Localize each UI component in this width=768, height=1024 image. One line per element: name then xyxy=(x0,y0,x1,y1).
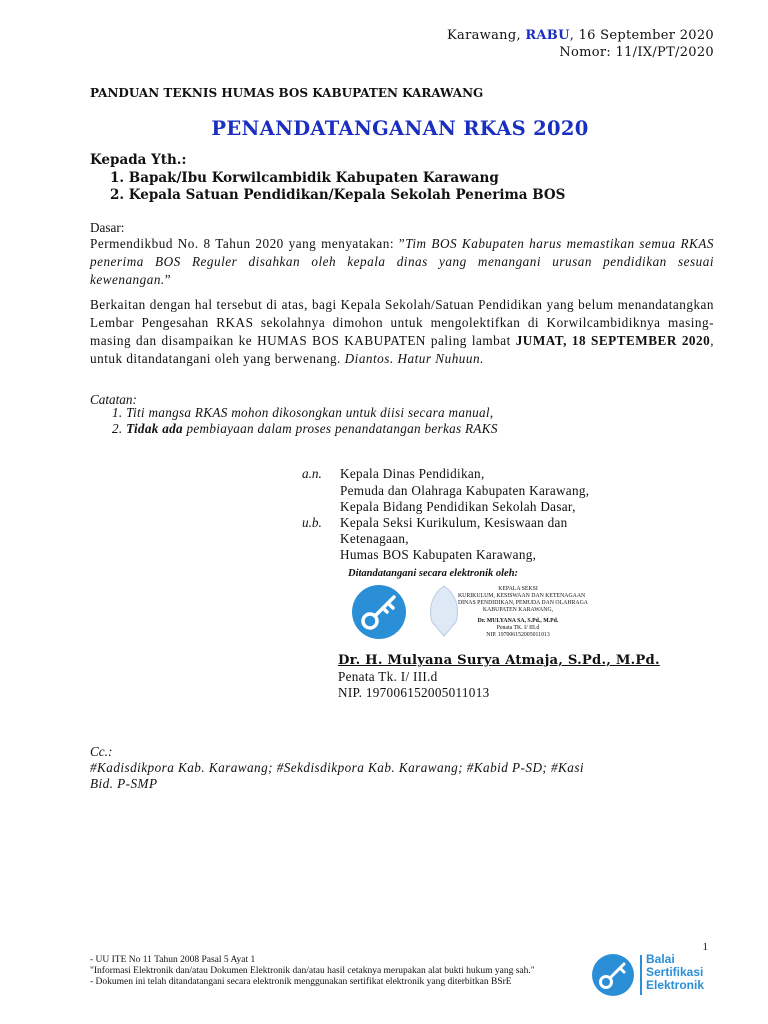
date-place: Karawang, xyxy=(447,28,526,43)
esign-line-1: KEPALA SEKSI xyxy=(498,586,538,592)
bsre-logo-divider xyxy=(640,955,642,995)
cc-label: Cc.: xyxy=(90,744,113,759)
esign-line-4: KABUPATEN KARAWANG, xyxy=(482,607,554,613)
esign-line-3: DINAS PENDIDIKAN, PEMUDA DAN OLAHRAGA xyxy=(458,600,588,606)
note-item-1: 1. Titi mangsa RKAS mohon dikosongkan untuk diisi secara manual, xyxy=(112,405,494,420)
key-logo-icon xyxy=(350,583,408,641)
basis-text xyxy=(90,235,714,289)
deadline: JUMAT, 18 SEPTEMBER 2020 xyxy=(515,333,711,348)
signer-name: Dr. H. Mulyana Surya Atmaja, S.Pd., M.Pd. xyxy=(338,653,660,668)
basis-intro: Permendikbud No. 8 Tahun 2020 yang menyatakan: ” xyxy=(90,236,406,251)
ub-line-3: Humas BOS Kabupaten Karawang, xyxy=(340,547,537,562)
note-item-2-num: 2. xyxy=(112,421,127,436)
date-line xyxy=(447,28,714,43)
recipient-item-2: 2. Kepala Satuan Pendidikan/Kepala Sekolah Penerima BOS xyxy=(110,187,566,203)
document-label: PANDUAN TEKNIS HUMAS BOS KABUPATEN KARAWANG xyxy=(90,86,484,100)
esign-rank: Penata TK. I/ III.d xyxy=(496,625,540,631)
body-text-1: Berkaitan dengan hal tersebut di atas, bagi Kepala Sekolah/Satuan Pendidikan yang belum menandatangkan Lembar Pengesahan RKAS sekolahnya dimohon untuk mengolektifkan di Korwilcambidiknya masing-masing dan disampaikan ke HUMAS BOS KABUPATEN paling lambat xyxy=(90,297,714,348)
electronic-signature-box xyxy=(344,566,592,644)
recipients-heading: Kepada Yth.: xyxy=(90,152,187,168)
document-number: Nomor: 11/IX/PT/2020 xyxy=(559,45,714,60)
recipient-item-1: 1. Bapak/Ibu Korwilcambidik Kabupaten Karawang xyxy=(110,170,499,186)
note-item-2-rest: pembiayaan dalam proses penandatangan berkas RAKS xyxy=(182,421,498,436)
bsre-logo-text-1: Balai xyxy=(646,952,675,966)
bsre-logo-text-3: Elektronik xyxy=(646,978,705,992)
basis-label: Dasar: xyxy=(90,220,125,235)
notes-label: Catatan: xyxy=(90,392,137,407)
page-title: PENANDATANGANAN RKAS 2020 xyxy=(211,117,589,140)
basis-quote: Tim BOS Kabupaten harus memastikan semua RKAS penerima BOS Reguler disahkan oleh kepala dinas yang menangani urusan pendidikan sesuai kewenangan. xyxy=(90,236,714,287)
signer-nip: NIP. 197006152005011013 xyxy=(338,685,490,700)
closing-greeting: Diantos. Hatur Nuhuun. xyxy=(344,351,484,366)
an-line-1: Kepala Dinas Pendidikan, xyxy=(340,466,485,481)
bsre-logo-text-2: Sertifikasi xyxy=(646,965,704,979)
ub-line-2: Ketenagaan, xyxy=(340,531,409,546)
esign-name: Dr. MULYANA SA, S.Pd., M.Pd. xyxy=(477,618,559,624)
footer-line-1: - UU ITE No 11 Tahun 2008 Pasal 5 Ayat 1 xyxy=(90,955,256,965)
date-rest: , 16 September 2020 xyxy=(569,28,714,43)
an-line-3: Kepala Bidang Pendidikan Sekolah Dasar, xyxy=(340,499,576,514)
footer-line-2: "Informasi Elektronik dan/atau Dokumen Elektronik dan/atau hasil cetaknya merupakan alat bukti hukum yang sah." xyxy=(90,966,535,976)
ub-label: u.b. xyxy=(302,515,322,530)
ub-line-1: Kepala Seksi Kurikulum, Kesiswaan dan xyxy=(340,515,568,530)
esign-nip: NIP. 197006152005011013 xyxy=(486,632,550,638)
an-line-2: Pemuda dan Olahraga Kabupaten Karawang, xyxy=(340,483,590,498)
note-item-2-bold: Tidak ada xyxy=(126,421,183,436)
body-text-2: , untuk ditandatangani oleh yang berwenang. xyxy=(90,333,715,366)
an-label: a.n. xyxy=(302,466,322,481)
cc-line-2: Bid. P-SMP xyxy=(90,776,158,791)
page-number: 1 xyxy=(702,941,708,953)
date-day: RABU xyxy=(525,28,570,43)
body-paragraph xyxy=(90,296,714,368)
esign-title: Ditandatangani secara elektronik oleh: xyxy=(348,568,519,579)
note-item-2 xyxy=(112,420,498,438)
esign-line-2: KURIKULUM, KESISWAAN DAN KETENAGAAN xyxy=(458,593,586,599)
footer-line-3: - Dokumen ini telah ditandatangani secara elektronik menggunakan sertifikat elektronik yang diterbitkan BSrE xyxy=(90,977,512,987)
basis-quote-close: ” xyxy=(164,272,172,287)
signer-rank: Penata Tk. I/ III.d xyxy=(338,669,438,684)
cc-line-1: #Kadisdikpora Kab. Karawang; #Sekdisdikpora Kab. Karawang; #Kabid P-SD; #Kasi xyxy=(90,760,585,775)
bsre-logo-icon xyxy=(590,952,636,998)
